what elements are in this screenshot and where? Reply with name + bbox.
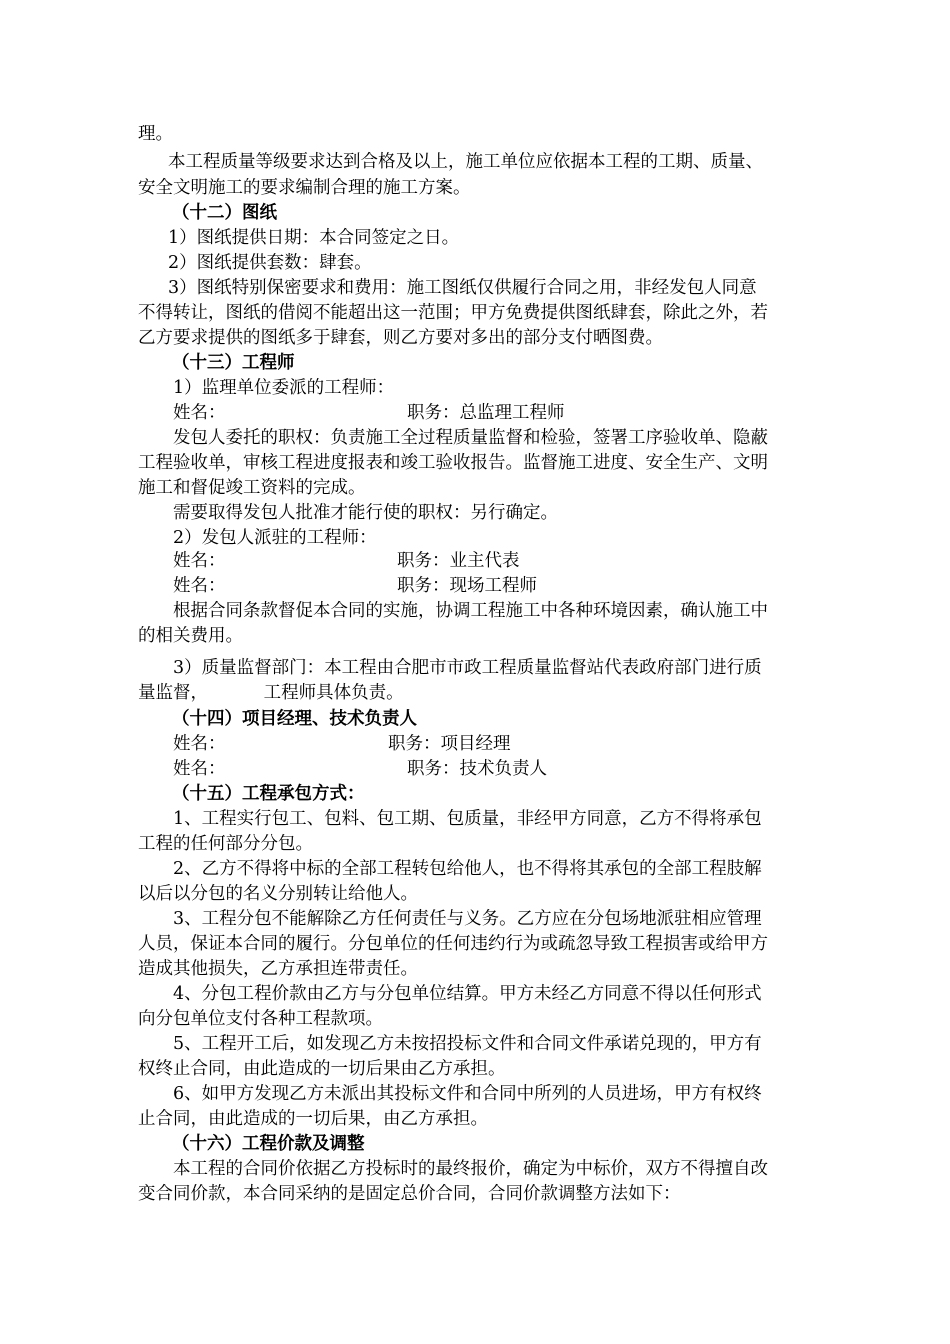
paragraph-line: 本工程的合同价依据乙方投标时的最终报价，确定为中标价，双方不得擅自改 — [173, 1159, 768, 1179]
paragraph-line: 施工和督促竣工资料的完成。 — [138, 478, 366, 498]
paragraph-line: 造成其他损失，乙方承担连带责任。 — [138, 959, 418, 979]
paragraph-line: 工程验收单，审核工程进度报表和竣工验收报告。监督施工进度、安全生产、文明 — [138, 453, 768, 473]
paragraph-line: 需要取得发包人批准才能行使的职权：另行确定。 — [173, 503, 558, 523]
paragraph-line: 6、如甲方发现乙方未派出其投标文件和合同中所列的人员进场，甲方有权终 — [173, 1084, 762, 1104]
section-heading-12: （十二）图纸 — [172, 203, 277, 223]
paragraph-line: 5、工程开工后，如发现乙方未按招投标文件和合同文件承诺兑现的，甲方有 — [173, 1034, 762, 1054]
paragraph-line: 2、乙方不得将中标的全部工程转包给他人，也不得将其承包的全部工程肢解 — [173, 859, 762, 879]
paragraph-line: 1）监理单位委派的工程师： — [173, 378, 395, 398]
paragraph-line: 向分包单位支付各种工程款项。 — [138, 1009, 383, 1029]
paragraph-line: 1、工程实行包工、包料、包工期、包质量，非经甲方同意，乙方不得将承包 — [173, 809, 762, 829]
section-heading-14: （十四）项目经理、技术负责人 — [172, 709, 417, 729]
paragraph-line: 3、工程分包不能解除乙方任何责任与义务。乙方应在分包场地派驻相应管理 — [173, 909, 762, 929]
role-field: 职务：现场工程师 — [397, 576, 537, 596]
paragraph-line: 3）质量监督部门：本工程由合肥市市政工程质量监督站代表政府部门进行质 — [173, 658, 762, 678]
name-label: 姓名： — [173, 403, 226, 423]
section-heading-13: （十三）工程师 — [172, 353, 295, 373]
paragraph-line: 乙方要求提供的图纸多于肆套，则乙方要对多出的部分支付晒图费。 — [138, 328, 663, 348]
section-heading-15: （十五）工程承包方式： — [172, 784, 365, 804]
paragraph-line: 本工程质量等级要求达到合格及以上，施工单位应依据本工程的工期、质量、 — [168, 152, 763, 172]
paragraph-line: 的相关费用。 — [138, 626, 243, 646]
paragraph-line: 根据合同条款督促本合同的实施，协调工程施工中各种环境因素，确认施工中 — [173, 601, 768, 621]
role-field: 职务：业主代表 — [397, 551, 520, 571]
paragraph-line: 以后以分包的名义分别转让给他人。 — [138, 884, 418, 904]
paragraph-line: 理。 — [138, 124, 173, 144]
paragraph-line: 止合同，由此造成的一切后果，由乙方承担。 — [138, 1109, 488, 1129]
role-field: 职务：项目经理 — [388, 734, 511, 754]
paragraph-line: 4、分包工程价款由乙方与分包单位结算。甲方未经乙方同意不得以任何形式 — [173, 984, 762, 1004]
paragraph-line: 1）图纸提供日期：本合同签定之日。 — [168, 228, 460, 248]
paragraph-line: 3）图纸特别保密要求和费用：施工图纸仅供履行合同之用，非经发包人同意 — [168, 278, 757, 298]
paragraph-line: 发包人委托的职权：负责施工全过程质量监督和检验，签署工序验收单、隐蔽 — [173, 428, 768, 448]
role-field: 职务：总监理工程师 — [407, 403, 565, 423]
paragraph-line: 不得转让，图纸的借阅不能超出这一范围；甲方免费提供图纸肆套，除此之外，若 — [138, 303, 768, 323]
paragraph-line: 安全文明施工的要求编制合理的施工方案。 — [138, 178, 471, 198]
role-field: 职务：技术负责人 — [407, 759, 547, 779]
name-label: 姓名： — [173, 759, 226, 779]
paragraph-line: 2）图纸提供套数：肆套。 — [168, 253, 372, 273]
paragraph-line: 权终止合同，由此造成的一切后果由乙方承担。 — [138, 1059, 506, 1079]
name-label: 姓名： — [173, 551, 226, 571]
name-label: 姓名： — [173, 576, 226, 596]
paragraph-line: 工程的任何部分分包。 — [138, 834, 313, 854]
paragraph-line: 量监督， 工程师具体负责。 — [138, 683, 404, 703]
paragraph-line: 人员，保证本合同的履行。分包单位的任何违约行为或疏忽导致工程损害或给甲方 — [138, 934, 768, 954]
name-label: 姓名： — [173, 734, 226, 754]
paragraph-line: 2）发包人派驻的工程师： — [173, 528, 377, 548]
paragraph-line: 变合同价款，本合同采纳的是固定总价合同，合同价款调整方法如下： — [138, 1184, 681, 1204]
section-heading-16: （十六）工程价款及调整 — [172, 1134, 365, 1154]
